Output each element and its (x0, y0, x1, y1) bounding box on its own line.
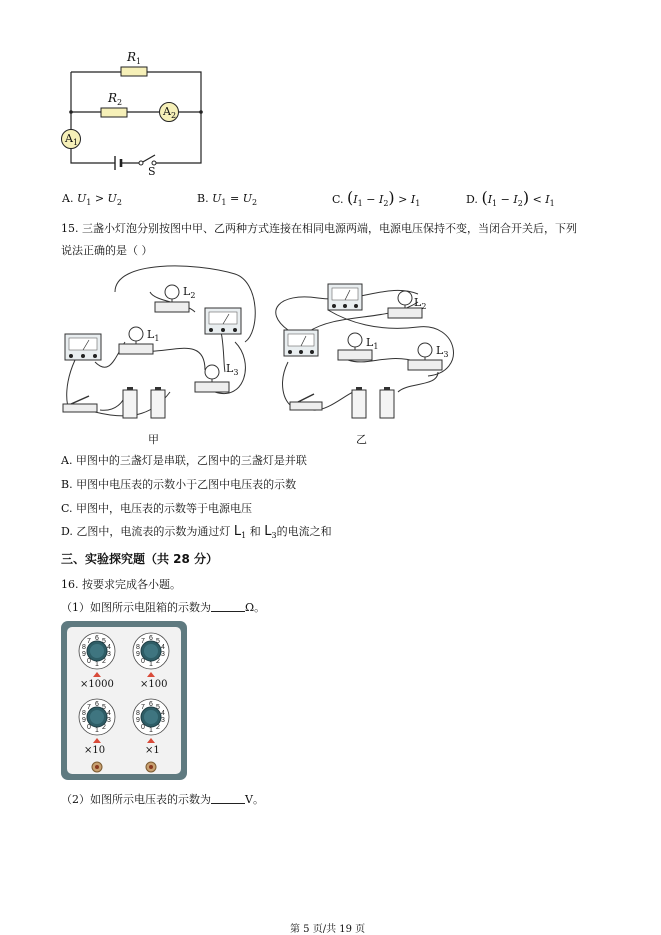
label-l2-jia: $L_2$ (183, 285, 196, 300)
label-l1-jia: $L_1$ (147, 328, 160, 343)
q15-stem-line2: 说法正确的是（ ） (61, 244, 153, 257)
dial-x100 (133, 633, 169, 669)
page-footer: 第 5 页/共 19 页 (290, 924, 366, 935)
marker-x100 (147, 672, 155, 677)
switch-jia (63, 396, 97, 412)
label-r1: $R_1$ (127, 50, 142, 66)
ammeter-yi (328, 284, 362, 310)
mult-x10: ×10 (84, 745, 106, 756)
voltmeter-yi (284, 330, 318, 356)
q16-stem: 16. 按要求完成各小题。 (61, 578, 181, 591)
caption-yi: 乙 (356, 433, 367, 446)
label-l3-yi: $L_3$ (436, 344, 449, 359)
battery-yi (352, 387, 394, 418)
q14-option-a: A. $U_1 > U_2$ (62, 192, 122, 207)
marker-x1 (147, 738, 155, 743)
q16-part1: （1）如图所示电阻箱的示数为 Ω。 (61, 601, 266, 614)
marker-x1000 (93, 672, 101, 677)
answer-blank-2 (211, 793, 245, 804)
q16-part2: （2）如图所示电压表的示数为 V。 (61, 793, 264, 806)
label-switch: S (148, 165, 156, 178)
resistor-r2 (101, 108, 127, 117)
q15-option-a: A. 甲图中的三盏灯是串联，乙图中的三盏灯是并联 (61, 454, 307, 467)
switch-yi (290, 394, 322, 410)
battery-jia (123, 387, 165, 418)
answer-blank-1 (211, 601, 245, 612)
label-a1: $A_1$ (65, 132, 79, 147)
q14-option-d: D. $(I_1 - I_2) < I_1$ (466, 188, 555, 208)
label-l2-yi: $L_2$ (414, 296, 427, 311)
label-l3-jia: $L_3$ (226, 362, 239, 377)
mult-x100: ×100 (140, 679, 168, 690)
q15-stem-line1: 15. 三盏小灯泡分别按图中甲、乙两种方式连接在相同电源两端，电源电压保持不变，当闭合开关后，下列 (61, 222, 577, 235)
label-r2: $R_2$ (108, 91, 123, 107)
resistor-r1 (121, 67, 147, 76)
marker-x10 (93, 738, 101, 743)
mult-x1: ×1 (145, 745, 160, 756)
lamp-l3-jia (195, 365, 229, 392)
label-l1-yi: $L_1$ (366, 336, 379, 351)
mult-x1000: ×1000 (80, 679, 114, 690)
q14-option-c: C. $(I_1 - I_2) > I_1$ (332, 188, 421, 208)
ammeter-jia (205, 308, 241, 334)
label-a2: $A_2$ (163, 105, 177, 120)
q15-option-b: B. 甲图中电压表的示数小于乙图中电压表的示数 (61, 478, 297, 491)
dial-x1 (133, 699, 169, 735)
q14-option-b: B. $U_1 = U_2$ (197, 192, 258, 207)
caption-jia: 甲 (148, 433, 159, 446)
dial-x10 (79, 699, 115, 735)
figure-jia (55, 262, 265, 427)
resistance-dials: 32 (61, 621, 187, 780)
section-title: 三、实验探究题（共 28 分） (61, 552, 219, 566)
voltmeter-jia (65, 334, 101, 360)
dial-x1000 (79, 633, 115, 669)
q15-option-c: C. 甲图中，电压表的示数等于电源电压 (61, 502, 253, 515)
q15-option-d: D. 乙图中，电流表的示数为通过灯 $L_1$ 和 $L_3$的电流之和 (61, 524, 332, 540)
